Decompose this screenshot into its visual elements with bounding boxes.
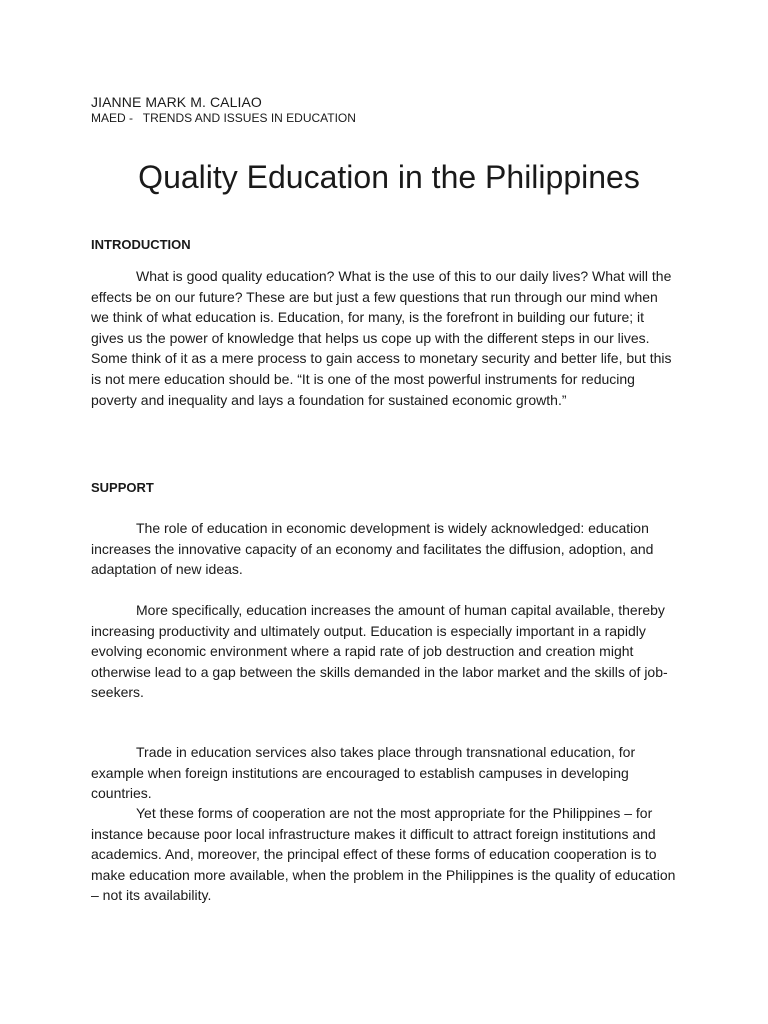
introduction-heading: INTRODUCTION — [91, 237, 191, 252]
support-paragraph-3: Trade in education services also takes place through transnational education, for example when foreign institutions are encouraged to establish campuses in developing countries. — [91, 744, 636, 802]
support-heading: SUPPORT — [91, 480, 154, 495]
introduction-paragraph: What is good quality education? What is the use of this to our daily lives? What will the effects be on our future? These are but just a few questions that run through our mind when we think of what education is. Education, for many, is the forefront in building our future; it gives us the power of knowledge that helps us cope up with the different steps in our lives. Some think of it as a mere process to gain access to monetary security and better life, but this is not mere education should be. “It is one of the most powerful instruments for reducing poverty and inequality and lays a foundation for sustained economic growth.” — [91, 268, 672, 408]
support-paragraph-4: Yet these forms of cooperation are not the most appropriate for the Philippines – for instance because poor local infrastructure makes it difficult to attract foreign institutions and academics. And, moreover, the principal effect of these forms of education cooperation is to make education more available, when the problem in the Philippines is the quality of education – not its availability. — [91, 805, 676, 904]
author-name: JIANNE MARK M. CALIAO — [91, 94, 262, 110]
support-paragraph-2: More specifically, education increases the amount of human capital available, thereby increasing productivity and ultimately output. Education is especially important in a rapidly evolving economic environment where a rapid rate of job destruction and creation might otherwise lead to a gap between the skills demanded in the labor market and the skills of job-seekers. — [91, 602, 668, 701]
course-label: MAED - TRENDS AND ISSUES IN EDUCATION — [91, 111, 356, 125]
document-title: Quality Education in the Philippines — [138, 159, 640, 195]
support-paragraph-1: The role of education in economic development is widely acknowledged: education increases the innovative capacity of an economy and facilitates the diffusion, adoption, and adaptation of new ideas. — [91, 520, 654, 578]
